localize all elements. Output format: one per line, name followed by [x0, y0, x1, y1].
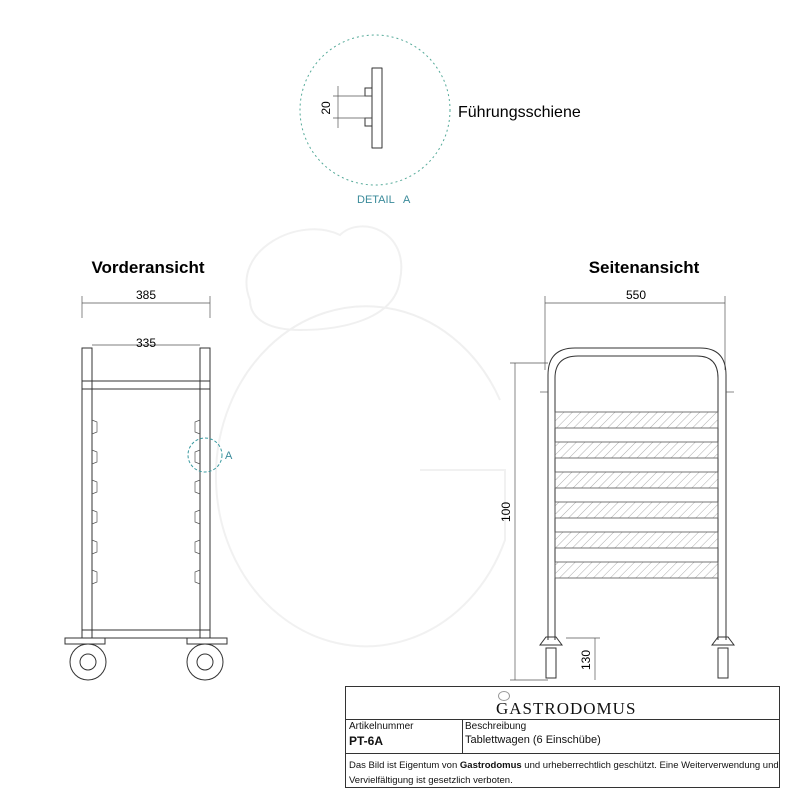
side-height: 100: [499, 501, 513, 523]
notice-prefix: Das Bild ist Eigentum von: [349, 760, 460, 771]
article-label: Artikelnummer: [349, 721, 414, 732]
copyright-notice: [349, 758, 779, 788]
notice-suffix: und urheberrechtlich geschützt. Eine Weiterverwendung und Vervielfältigung ist gesetzlich verboten.: [349, 760, 779, 786]
rail-label: Führungsschiene: [458, 104, 581, 121]
detail-a-letter: A: [403, 194, 411, 206]
notice-brand: Gastrodomus: [459, 760, 522, 771]
rail-dimension: 20: [319, 101, 333, 115]
brand-name: GASTRODOMUS: [496, 699, 637, 718]
side-view-title: Seitenansicht: [588, 258, 700, 277]
front-view-title: Vorderansicht: [91, 258, 205, 277]
article-number: PT-6A: [349, 734, 384, 748]
watermark-logo: [216, 226, 505, 646]
side-depth: 550: [625, 288, 647, 302]
article-cell: [346, 719, 463, 753]
title-block-header: [346, 687, 779, 720]
detail-a-label: DETAIL: [357, 194, 395, 206]
description-value: Tablettwagen (6 Einschübe): [465, 734, 601, 746]
title-block: [345, 686, 780, 788]
side-view: [499, 258, 734, 680]
title-block-info: [346, 719, 779, 754]
description-label: Beschreibung: [465, 721, 527, 732]
side-caster-height: 130: [579, 649, 593, 671]
front-inner-width: 335: [135, 336, 157, 350]
front-view: [65, 258, 233, 680]
side-shelves: [555, 412, 718, 578]
front-detail-marker: A: [225, 450, 233, 462]
detail-a: [300, 35, 581, 206]
front-rails: [92, 420, 200, 584]
front-outer-width: 385: [135, 288, 157, 302]
